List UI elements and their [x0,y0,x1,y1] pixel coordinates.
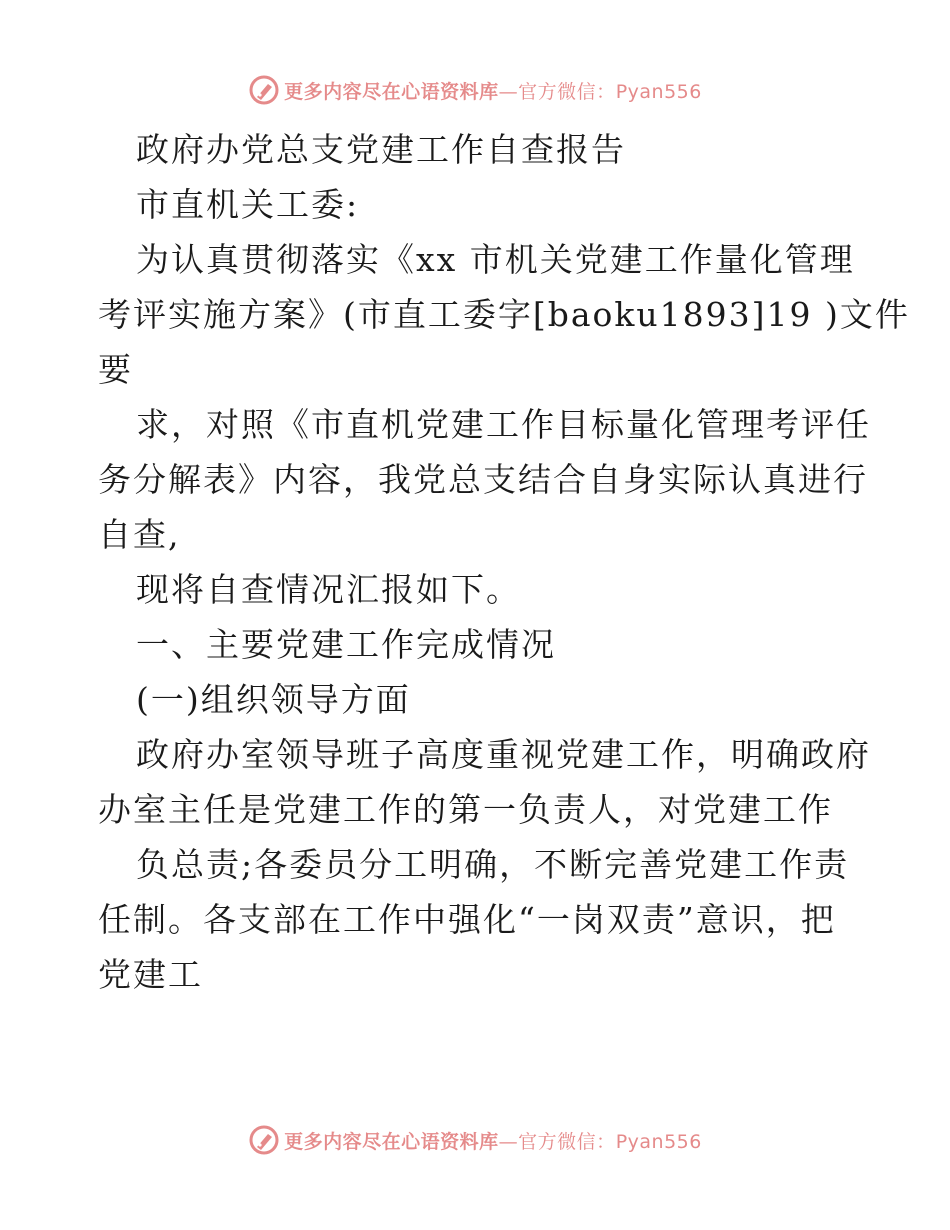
body-line: 负总责;各委员分工明确，不断完善党建工作责 [136,845,850,884]
body-line: 为认真贯彻落实《xx 市机关党建工作量化管理 [136,240,855,279]
watermark-site: 更多内容尽在心语资料库 [284,80,499,103]
document-title: 政府办党总支党建工作自查报告 [136,130,626,169]
body-line: 求，对照《市直机党建工作目标量化管理考评任 [136,405,871,444]
watermark-text [284,1127,702,1154]
body-line: 现将自查情况汇报如下。 [136,570,521,609]
watermark-official-label: 官方微信： [518,1130,616,1153]
body-line: 务分解表》内容，我党总支结合自身实际认真进行 [98,460,868,499]
footer-watermark [0,1122,950,1158]
watermark-text [284,77,702,104]
watermark-account-id: Pyan556 [615,1130,702,1153]
section-heading: 一、主要党建工作完成情况 [136,625,556,664]
watermark-account-id: Pyan556 [615,80,702,103]
watermark-group [248,1124,702,1156]
document-body [98,122,910,1002]
body-line: 自查, [98,515,181,554]
watermark-group [248,74,702,106]
pen-nib-logo-icon [248,74,280,106]
watermark-separator: — [498,80,519,103]
subsection-heading: (一)组织领导方面 [136,680,411,719]
addressee-line: 市直机关工委: [136,185,360,224]
body-line: 考评实施方案》(市直工委字[baoku1893]19 )文件 [98,295,910,334]
pen-nib-logo-icon [248,1124,280,1156]
body-line: 办室主任是党建工作的第一负责人，对党建工作 [98,790,833,829]
body-line: 党建工 [98,955,203,994]
body-line: 政府办室领导班子高度重视党建工作，明确政府 [136,735,871,774]
body-line: 任制。各支部在工作中强化“一岗双责”意识，把 [98,900,836,939]
body-line: 要 [98,350,133,389]
watermark-site: 更多内容尽在心语资料库 [284,1130,499,1153]
watermark-official-label: 官方微信： [518,80,616,103]
watermark-separator: — [498,1130,519,1153]
header-watermark [0,72,950,108]
